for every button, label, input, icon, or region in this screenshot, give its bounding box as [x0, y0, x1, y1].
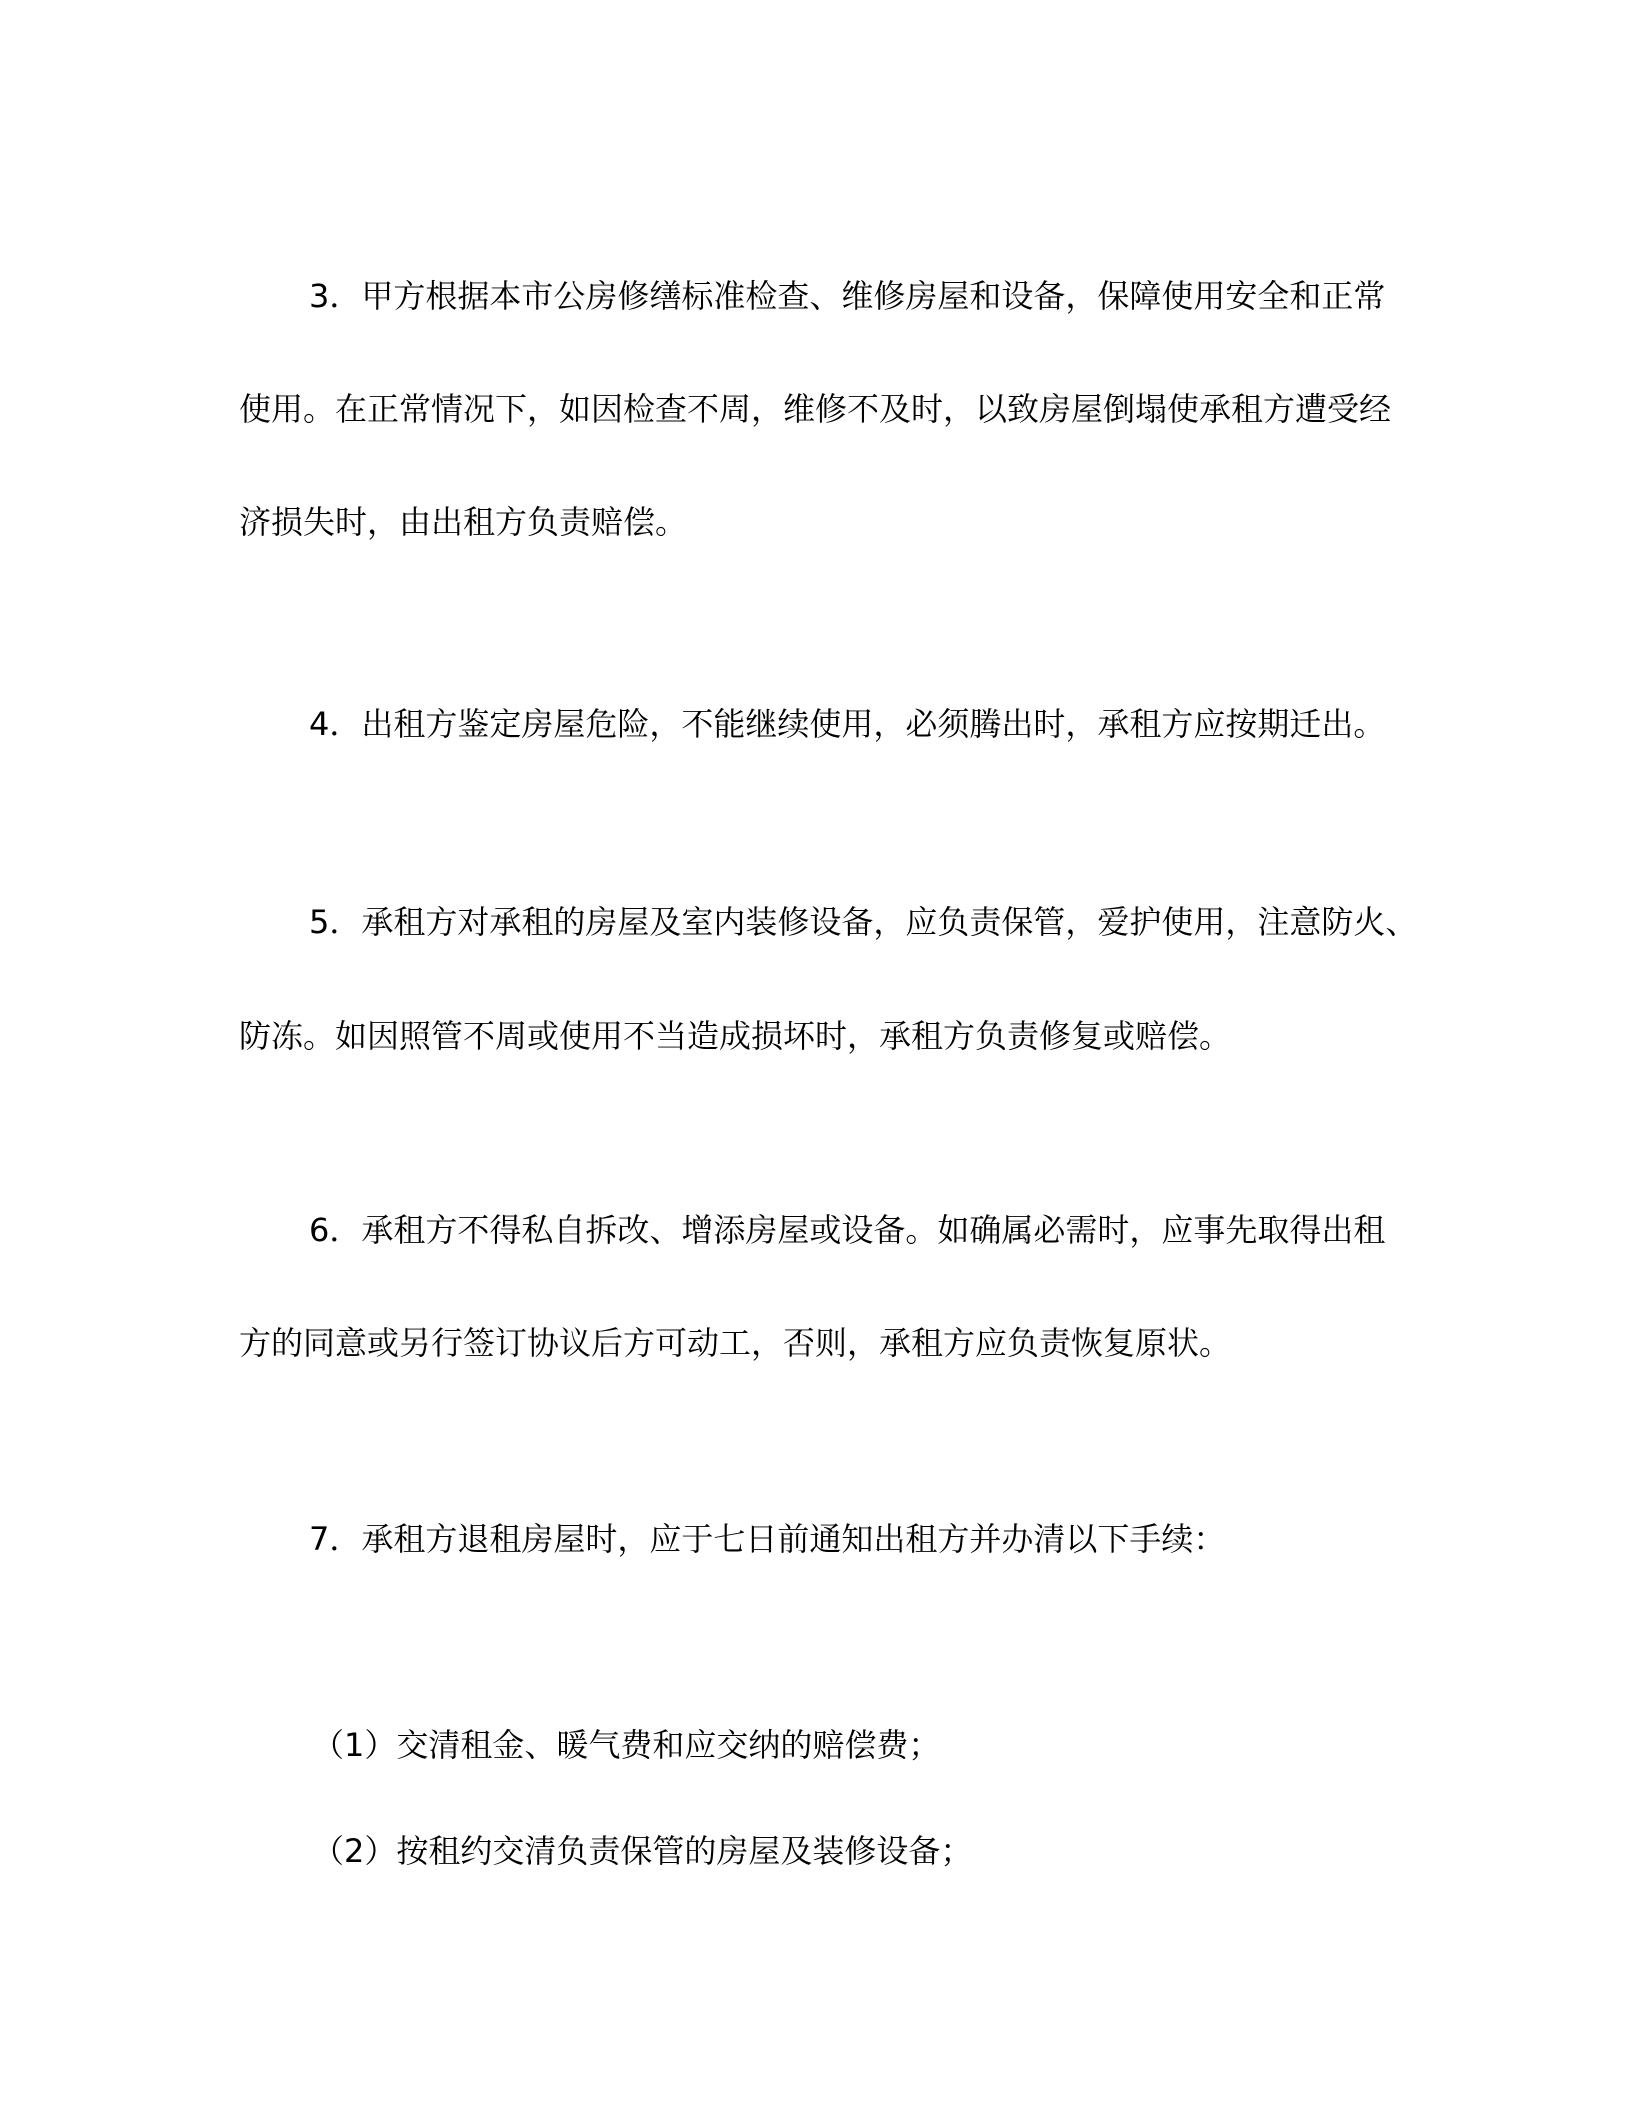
clause-3-line-1: 3．甲方根据本市公房修缮标准检查、维修房屋和设备，保障使用安全和正常 [309, 277, 1386, 315]
clause-6-line-1: 6．承租方不得私自拆改、增添房屋或设备。如确属必需时，应事先取得出租 [309, 1211, 1386, 1249]
clause-3-line-2: 使用。在正常情况下，如因检查不周，维修不及时，以致房屋倒塌使承租方遭受经 [239, 390, 1392, 428]
clause-7-line-1: 7．承租方退租房屋时，应于七日前通知出租方并办清以下手续： [309, 1520, 1226, 1558]
clause-7-item-2: （2）按租约交清负责保管的房屋及装修设备； [312, 1832, 973, 1870]
clause-6-line-2: 方的同意或另行签订协议后方可动工，否则，承租方应负责恢复原状。 [239, 1324, 1232, 1362]
clause-5-line-1: 5．承租方对承租的房屋及室内装修设备，应负责保管，爱护使用，注意防火、 [309, 903, 1418, 941]
clause-7-item-1: （1）交清租金、暖气费和应交纳的赔偿费； [312, 1726, 941, 1764]
clause-5-line-2: 防冻。如因照管不周或使用不当造成损坏时，承租方负责修复或赔偿。 [239, 1017, 1232, 1055]
clause-3-line-3: 济损失时，由出租方负责赔偿。 [239, 503, 688, 541]
clause-4-line-1: 4．出租方鉴定房屋危险，不能继续使用，必须腾出时，承租方应按期迁出。 [309, 705, 1386, 743]
